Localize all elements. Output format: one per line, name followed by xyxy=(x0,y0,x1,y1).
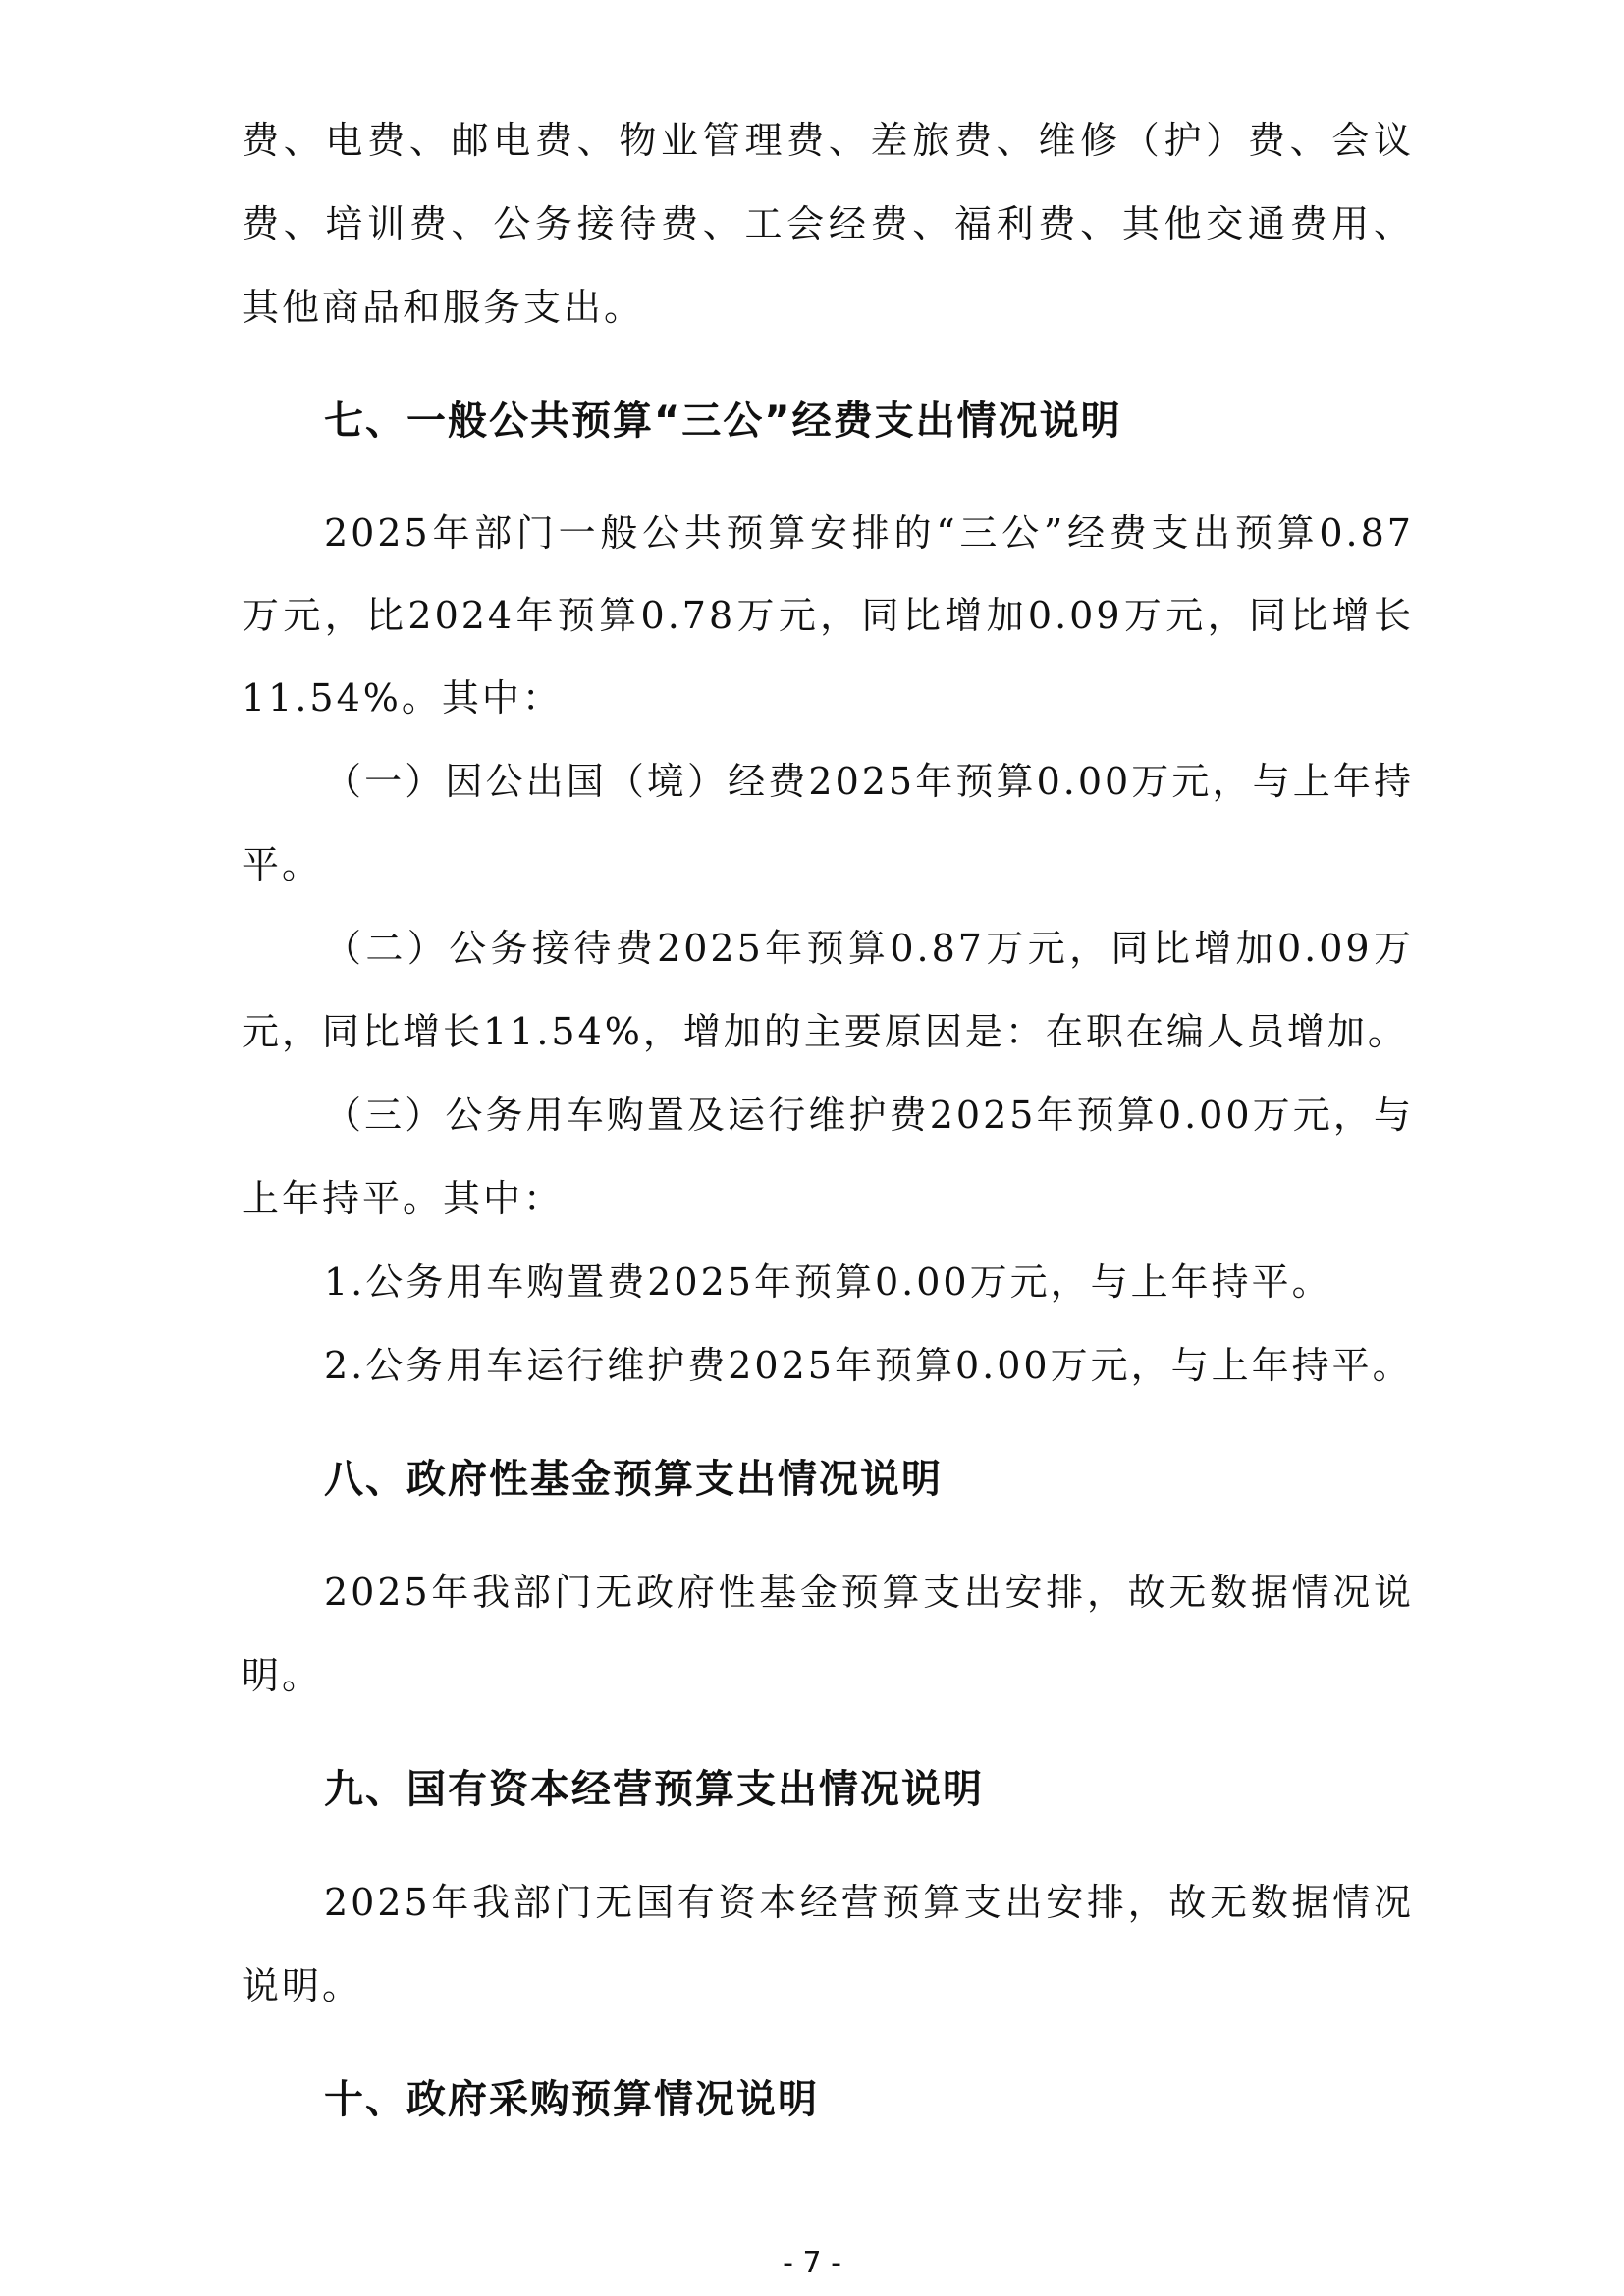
item-3-line-1: （三）公务用车购置及运行维护费2025年预算0.00万元，与 xyxy=(324,1094,1414,1137)
intro-line-1: 费、电费、邮电费、物业管理费、差旅费、维修（护）费、会议 xyxy=(242,119,1414,162)
intro-line-2: 费、培训费、公务接待费、工会经费、福利费、其他交通费用、 xyxy=(242,202,1414,245)
item-3-line-2: 上年持平。其中： xyxy=(242,1177,565,1220)
item-1-line-1: （一）因公出国（境）经费2025年预算0.00万元，与上年持 xyxy=(324,760,1414,803)
section-10-heading: 十、政府采购预算情况说明 xyxy=(324,2077,819,2122)
section-9-heading: 九、国有资本经营预算支出情况说明 xyxy=(324,1767,984,1812)
intro-line-3: 其他商品和服务支出。 xyxy=(242,286,645,329)
section-8-paragraph-line-1: 2025年我部门无政府性基金预算支出安排，故无数据情况说 xyxy=(324,1571,1414,1614)
section-7-heading: 七、一般公共预算“三公”经费支出情况说明 xyxy=(324,399,1122,444)
page-number: - 7 - xyxy=(783,2246,841,2280)
item-1-line-2: 平。 xyxy=(242,843,323,886)
section-9-paragraph-line-1: 2025年我部门无国有资本经营预算支出安排，故无数据情况 xyxy=(324,1881,1414,1924)
sub-item-1: 1.公务用车购置费2025年预算0.00万元，与上年持平。 xyxy=(324,1260,1332,1304)
section-7-paragraph-line-3: 11.54%。其中： xyxy=(242,676,563,720)
section-8-paragraph-line-2: 明。 xyxy=(242,1654,323,1697)
item-2-line-1: （二）公务接待费2025年预算0.87万元，同比增加0.09万 xyxy=(324,927,1414,970)
sub-item-2: 2.公务用车运行维护费2025年预算0.00万元，与上年持平。 xyxy=(324,1344,1413,1387)
section-7-paragraph-line-1: 2025年部门一般公共预算安排的“三公”经费支出预算0.87 xyxy=(324,511,1414,555)
item-2-line-2: 元，同比增长11.54%，增加的主要原因是：在职在编人员增加。 xyxy=(242,1010,1408,1053)
section-8-heading: 八、政府性基金预算支出情况说明 xyxy=(324,1457,943,1502)
section-7-paragraph-line-2: 万元，比2024年预算0.78万元，同比增加0.09万元，同比增长 xyxy=(242,594,1414,637)
section-9-paragraph-line-2: 说明。 xyxy=(242,1964,363,2007)
